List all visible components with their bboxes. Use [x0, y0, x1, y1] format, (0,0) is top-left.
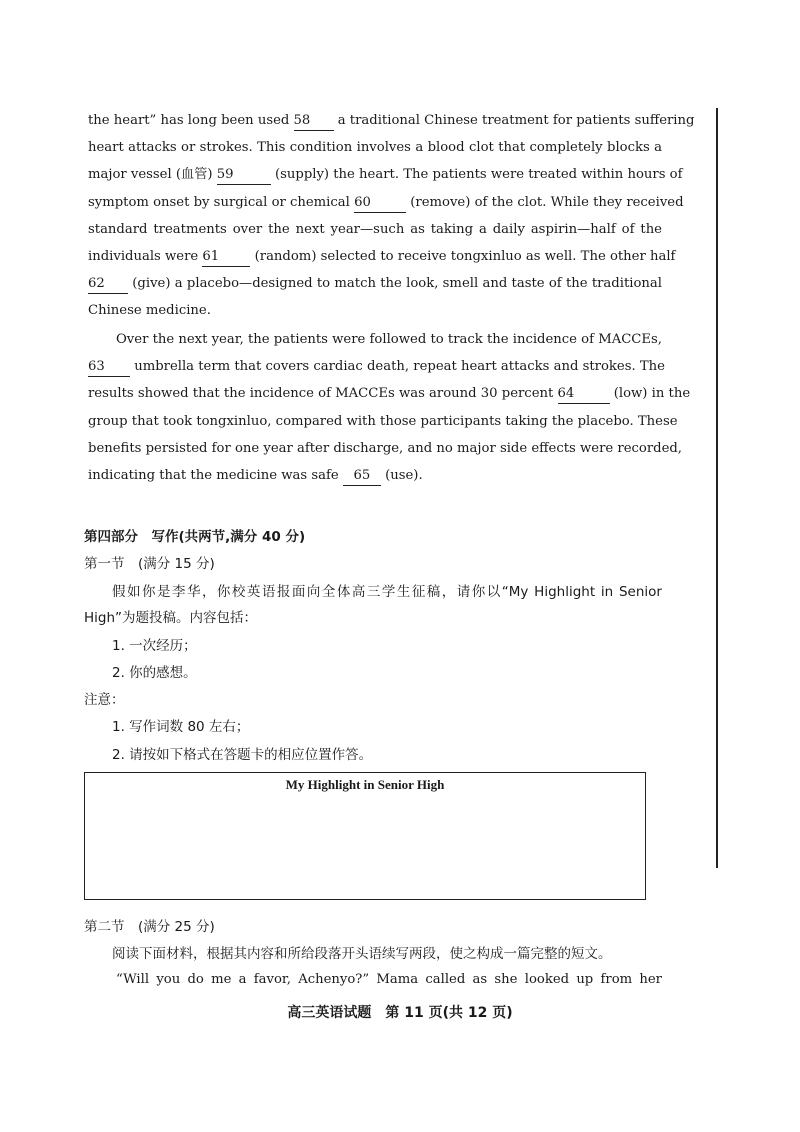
- text-line: Chinese medicine.: [88, 303, 211, 319]
- passage-paragraph-2: [88, 326, 691, 489]
- text-line: “Will you do me a favor, Achenyo?” Mama called as she looked up from her: [116, 972, 662, 987]
- prompt-line-2: High”为题投稿。内容包括：: [84, 610, 258, 626]
- text-line: 63 umbrella term that covers cardiac death, repeat heart attacks and strokes. The: [88, 353, 662, 380]
- blank-62: 62: [88, 275, 128, 294]
- text-line: indicating that the medicine was safe 65 (use).: [88, 462, 662, 489]
- blank-60: 60: [354, 194, 406, 213]
- section-2-instructions: 阅读下面材料，根据其内容和所给段落开头语续写两段，使之构成一篇完整的短文。: [112, 946, 612, 962]
- text-line: the heart” has long been used 58 a traditional Chinese treatment for patients suffering: [88, 107, 662, 134]
- answer-format-box: [84, 772, 646, 900]
- blank-64: 64: [558, 385, 610, 404]
- content-item-2: 2. 你的感想。: [112, 665, 197, 681]
- note-item-1: 1. 写作词数 80 左右；: [112, 719, 250, 735]
- prompt-line-1: 假如你是李华，你校英语报面向全体高三学生征稿，请你以“My Highlight in Senior: [112, 584, 662, 600]
- text-line: individuals were 61 (random) selected to receive tongxinluo as well. The other half: [88, 243, 662, 270]
- part-title: 第四部分 写作(共两节,满分 40 分): [84, 529, 306, 545]
- section-2-title: 第二节 (满分 25 分): [84, 919, 215, 935]
- text-line: 62 (give) a placebo—designed to match the look, smell and taste of the traditional: [88, 270, 662, 297]
- text-line: group that took tongxinluo, compared with those participants taking the placebo. These: [88, 413, 678, 429]
- blank-58: 58: [294, 112, 334, 131]
- text-line: symptom onset by surgical or chemical 60 (remove) of the clot. While they received: [88, 189, 662, 216]
- margin-line: [716, 108, 718, 868]
- blank-63: 63: [88, 358, 130, 377]
- page-footer: 高三英语试题 第 11 页(共 12 页): [287, 1005, 513, 1021]
- story-opening: [88, 966, 662, 993]
- note-label: 注意：: [84, 692, 125, 708]
- text-line: results showed that the incidence of MACCEs was around 30 percent 64 (low) in the: [88, 380, 662, 407]
- note-item-2: 2. 请按如下格式在答题卡的相应位置作答。: [112, 747, 373, 763]
- text-line: Over the next year, the patients were followed to track the incidence of MACCEs,: [116, 332, 662, 347]
- section-1-title: 第一节 (满分 15 分): [84, 556, 215, 572]
- text-line: heart attacks or strokes. This condition involves a blood clot that completely blocks a: [88, 140, 662, 156]
- text-line: major vessel (血管) 59 (supply) the heart. The patients were treated within hours of: [88, 161, 662, 188]
- text-line: benefits persisted for one year after discharge, and no major side effects were recorded,: [88, 440, 683, 456]
- content-item-1: 1. 一次经历；: [112, 638, 197, 654]
- blank-65: 65: [343, 467, 381, 486]
- essay-title: My Highlight in Senior High: [285, 777, 445, 792]
- blank-61: 61: [202, 248, 250, 267]
- text-line: standard treatments over the next year—such as taking a daily aspirin—half of the: [88, 221, 662, 237]
- passage-paragraph-1: [88, 107, 695, 325]
- blank-59: 59: [217, 166, 271, 185]
